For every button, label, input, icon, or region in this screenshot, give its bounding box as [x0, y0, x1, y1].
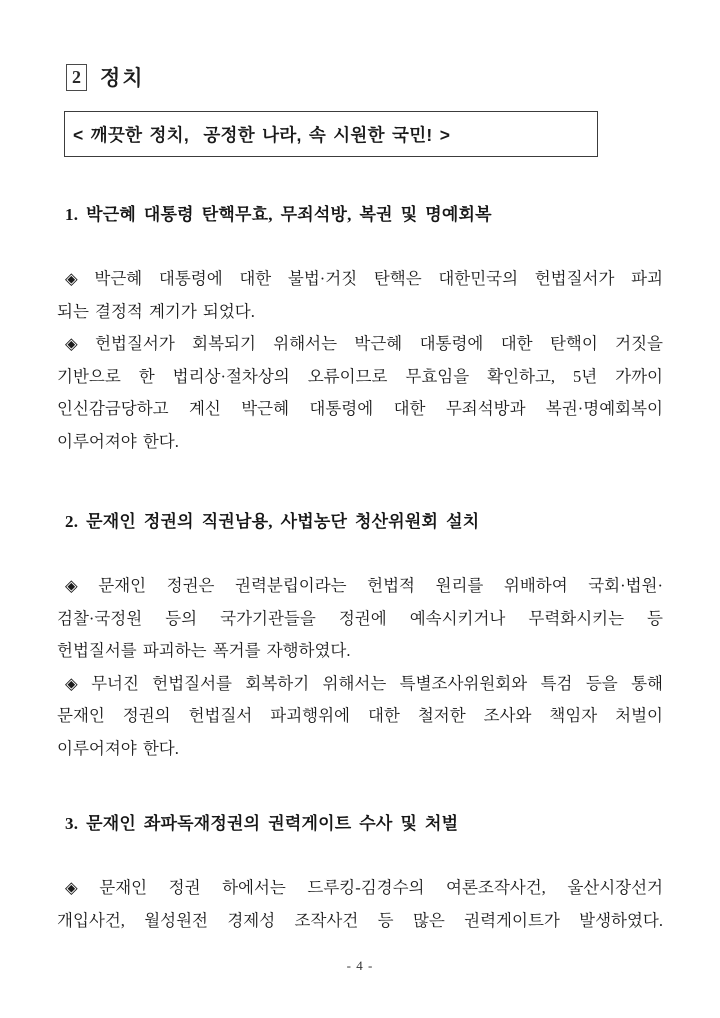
section-3: [57, 812, 663, 937]
text-line: 이루어져야 한다.: [57, 738, 179, 758]
text-line: ◈ 무너진 헌법질서를 회복하기 위해서는 특별조사위원회와 특검 등을 통해: [65, 673, 663, 693]
slogan-box: [64, 111, 598, 157]
section-1: [57, 203, 663, 459]
slogan-text: < 깨끗한 정치, 공정한 나라, 속 시원한 국민! >: [73, 124, 451, 145]
bullet-paragraph: [57, 328, 663, 458]
text-line: 되는 결정적 계기가 되었다.: [57, 301, 255, 321]
chapter-number-box: 2: [66, 64, 87, 91]
chapter-title: 정치: [100, 66, 145, 90]
page-number: - 4 -: [346, 958, 374, 973]
text-line: ◈ 헌법질서가 회복되기 위해서는 박근혜 대통령에 대한 탄핵이 거짓을: [65, 334, 663, 354]
section-body: [57, 263, 663, 459]
bullet-paragraph: [57, 668, 663, 766]
text-line: 헌법질서를 파괴하는 폭거를 자행하였다.: [57, 641, 351, 661]
text-line: 기반으로 한 법리상·절차상의 오류이므로 무효임을 확인하고, 5년 가까이: [57, 366, 663, 386]
text-line: 개입사건, 월성원전 경제성 조작사건 등 많은 권력게이트가 발생하였다.: [57, 910, 663, 930]
bullet-paragraph: [57, 872, 663, 937]
bullet-paragraph: [57, 263, 663, 328]
section-body: [57, 872, 663, 937]
text-line: ◈ 문재인 정권은 권력분립이라는 헌법적 원리를 위배하여 국회·법원·: [65, 576, 663, 595]
bullet-paragraph: [57, 570, 663, 668]
text-line: ◈ 문재인 정권 하에서는 드루킹-김경수의 여론조작사건, 울산시장선거: [65, 878, 663, 897]
chapter-header: [66, 62, 145, 92]
section-2: [57, 510, 663, 766]
text-line: 인신감금당하고 계신 박근혜 대통령에 대한 무죄석방과 복권·명예회복이: [57, 399, 663, 419]
text-line: ◈ 박근혜 대통령에 대한 불법·거짓 탄핵은 대한민국의 헌법질서가 파괴: [65, 269, 663, 288]
text-line: 이루어져야 한다.: [57, 431, 179, 451]
section-heading: 3. 문재인 좌파독재정권의 권력게이트 수사 및 처벌: [65, 814, 459, 833]
section-heading: 1. 박근혜 대통령 탄핵무효, 무죄석방, 복권 및 명예회복: [65, 205, 492, 224]
text-line: 검찰·국정원 등의 국가기관들을 정권에 예속시키거나 무력화시키는 등: [57, 608, 663, 628]
section-body: [57, 570, 663, 766]
section-heading: 2. 문재인 정권의 직권남용, 사법농단 청산위원회 설치: [65, 512, 480, 531]
text-line: 문재인 정권의 헌법질서 파괴행위에 대한 철저한 조사와 책임자 처벌이: [57, 706, 663, 726]
